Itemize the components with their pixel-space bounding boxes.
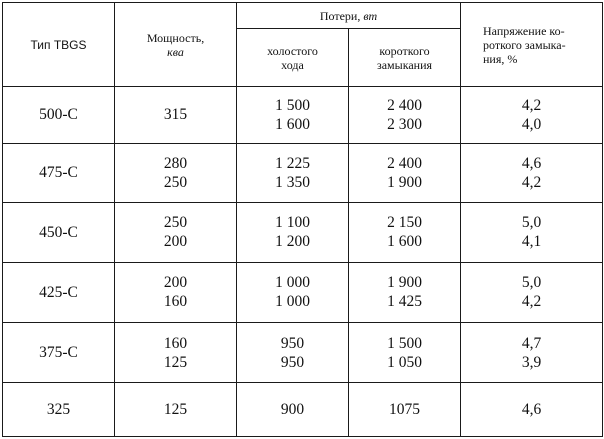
type-cell-value: 450-C	[39, 223, 78, 241]
transformer-table	[2, 2, 603, 437]
voltage-cell-value: 4,2	[521, 96, 542, 114]
power-cell-value: 125	[163, 401, 188, 418]
voltage-cell	[461, 323, 603, 383]
voltage-cell-value: 4,1	[521, 233, 542, 251]
short-circuit-cell-value: 2 400	[387, 96, 422, 114]
type-cell-value: 375-C	[39, 344, 78, 361]
voltage-cell	[461, 262, 603, 322]
power-cell-value: 160	[163, 334, 188, 352]
header-voltage-line3: ния, %	[483, 51, 518, 66]
header-power-unit: ква	[167, 44, 184, 59]
voltage-cell-value: 4,6	[521, 154, 542, 172]
short-circuit-cell	[349, 143, 461, 202]
power-cell	[115, 87, 237, 144]
type-cell	[3, 262, 115, 322]
no-load-cell-value: 950	[280, 334, 305, 352]
voltage-cell-value: 5,0	[521, 214, 542, 232]
short-circuit-cell-value: 2 300	[387, 115, 422, 133]
short-circuit-cell-value: 1 500	[387, 334, 422, 352]
header-type: Тип TBGS	[3, 3, 115, 87]
voltage-cell-value: 4,2	[521, 293, 542, 311]
table-row	[3, 87, 603, 144]
no-load-cell-value: 1 100	[275, 214, 310, 232]
no-load-cell	[237, 262, 349, 322]
voltage-cell	[461, 143, 603, 202]
power-cell-value: 160	[163, 293, 188, 311]
voltage-cell-value: 3,9	[521, 353, 542, 371]
power-cell	[115, 202, 237, 262]
type-cell	[3, 143, 115, 202]
voltage-cell	[461, 202, 603, 262]
short-circuit-cell	[349, 87, 461, 144]
voltage-cell-value: 4,0	[521, 115, 542, 133]
header-voltage	[461, 3, 603, 87]
table-row	[3, 262, 603, 322]
no-load-cell	[237, 202, 349, 262]
table-row	[3, 143, 603, 202]
header-power-label: Мощность,	[146, 30, 205, 45]
short-circuit-cell	[349, 383, 461, 437]
no-load-cell-value: 1 600	[275, 115, 310, 133]
short-circuit-cell-value: 2 150	[387, 214, 422, 232]
voltage-cell-value: 5,0	[521, 274, 542, 292]
type-cell-value: 425-C	[39, 283, 78, 301]
table-body	[3, 87, 603, 437]
power-cell	[115, 143, 237, 202]
header-short-line2: замыкания	[376, 57, 433, 72]
power-cell-value: 200	[163, 233, 188, 251]
short-circuit-cell	[349, 323, 461, 383]
header-voltage-line2: роткого замыка-	[483, 37, 566, 52]
short-circuit-cell	[349, 202, 461, 262]
type-cell	[3, 383, 115, 437]
power-cell	[115, 262, 237, 322]
header-power	[115, 3, 237, 87]
power-cell-value: 315	[163, 106, 188, 124]
no-load-cell-value: 1 200	[275, 233, 310, 251]
type-cell	[3, 87, 115, 144]
header-losses-label: Потери,	[319, 8, 361, 23]
table-row	[3, 383, 603, 437]
table-row	[3, 202, 603, 262]
no-load-cell	[237, 323, 349, 383]
short-circuit-cell	[349, 262, 461, 322]
type-cell	[3, 323, 115, 383]
short-circuit-cell-value: 1 425	[387, 293, 422, 311]
power-cell-value: 250	[163, 214, 188, 232]
no-load-cell-value: 1 500	[275, 96, 310, 114]
voltage-cell	[461, 87, 603, 144]
power-cell	[115, 383, 237, 437]
type-cell	[3, 202, 115, 262]
power-cell-value: 280	[163, 154, 188, 172]
no-load-cell-value: 1 225	[275, 154, 310, 172]
header-no-load	[237, 29, 349, 87]
short-circuit-cell-value: 1 600	[387, 233, 422, 251]
short-circuit-cell-value: 1 900	[387, 173, 422, 191]
no-load-cell-value: 1 000	[275, 293, 310, 311]
short-circuit-cell-value: 1 900	[387, 274, 422, 292]
header-no-load-line1: холостого	[267, 43, 318, 58]
header-no-load-line2: хода	[281, 57, 304, 72]
power-cell	[115, 323, 237, 383]
type-cell-value: 325	[46, 401, 71, 418]
no-load-cell-value: 950	[280, 353, 305, 371]
no-load-cell-value: 900	[280, 401, 305, 418]
no-load-cell-value: 1 350	[275, 173, 310, 191]
voltage-cell-value: 4,2	[521, 173, 542, 191]
short-circuit-cell-value: 1 050	[387, 353, 422, 371]
no-load-cell	[237, 383, 349, 437]
type-cell-value: 475-C	[39, 164, 78, 182]
voltage-cell-value: 4,6	[521, 401, 542, 418]
power-cell-value: 250	[163, 173, 188, 191]
header-short-line1: короткого	[379, 43, 430, 58]
table-row	[3, 323, 603, 383]
voltage-cell-value: 4,7	[521, 334, 542, 352]
header-losses	[237, 3, 461, 29]
power-cell-value: 125	[163, 353, 188, 371]
power-cell-value: 200	[163, 274, 188, 292]
no-load-cell	[237, 87, 349, 144]
header-short-circuit	[349, 29, 461, 87]
short-circuit-cell-value: 2 400	[387, 154, 422, 172]
voltage-cell	[461, 383, 603, 437]
no-load-cell	[237, 143, 349, 202]
header-voltage-line1: Напряжение ко-	[483, 23, 565, 38]
short-circuit-cell-value: 1075	[389, 401, 420, 418]
type-cell-value: 500-C	[39, 106, 78, 124]
no-load-cell-value: 1 000	[275, 274, 310, 292]
header-losses-unit: вт	[363, 8, 378, 23]
